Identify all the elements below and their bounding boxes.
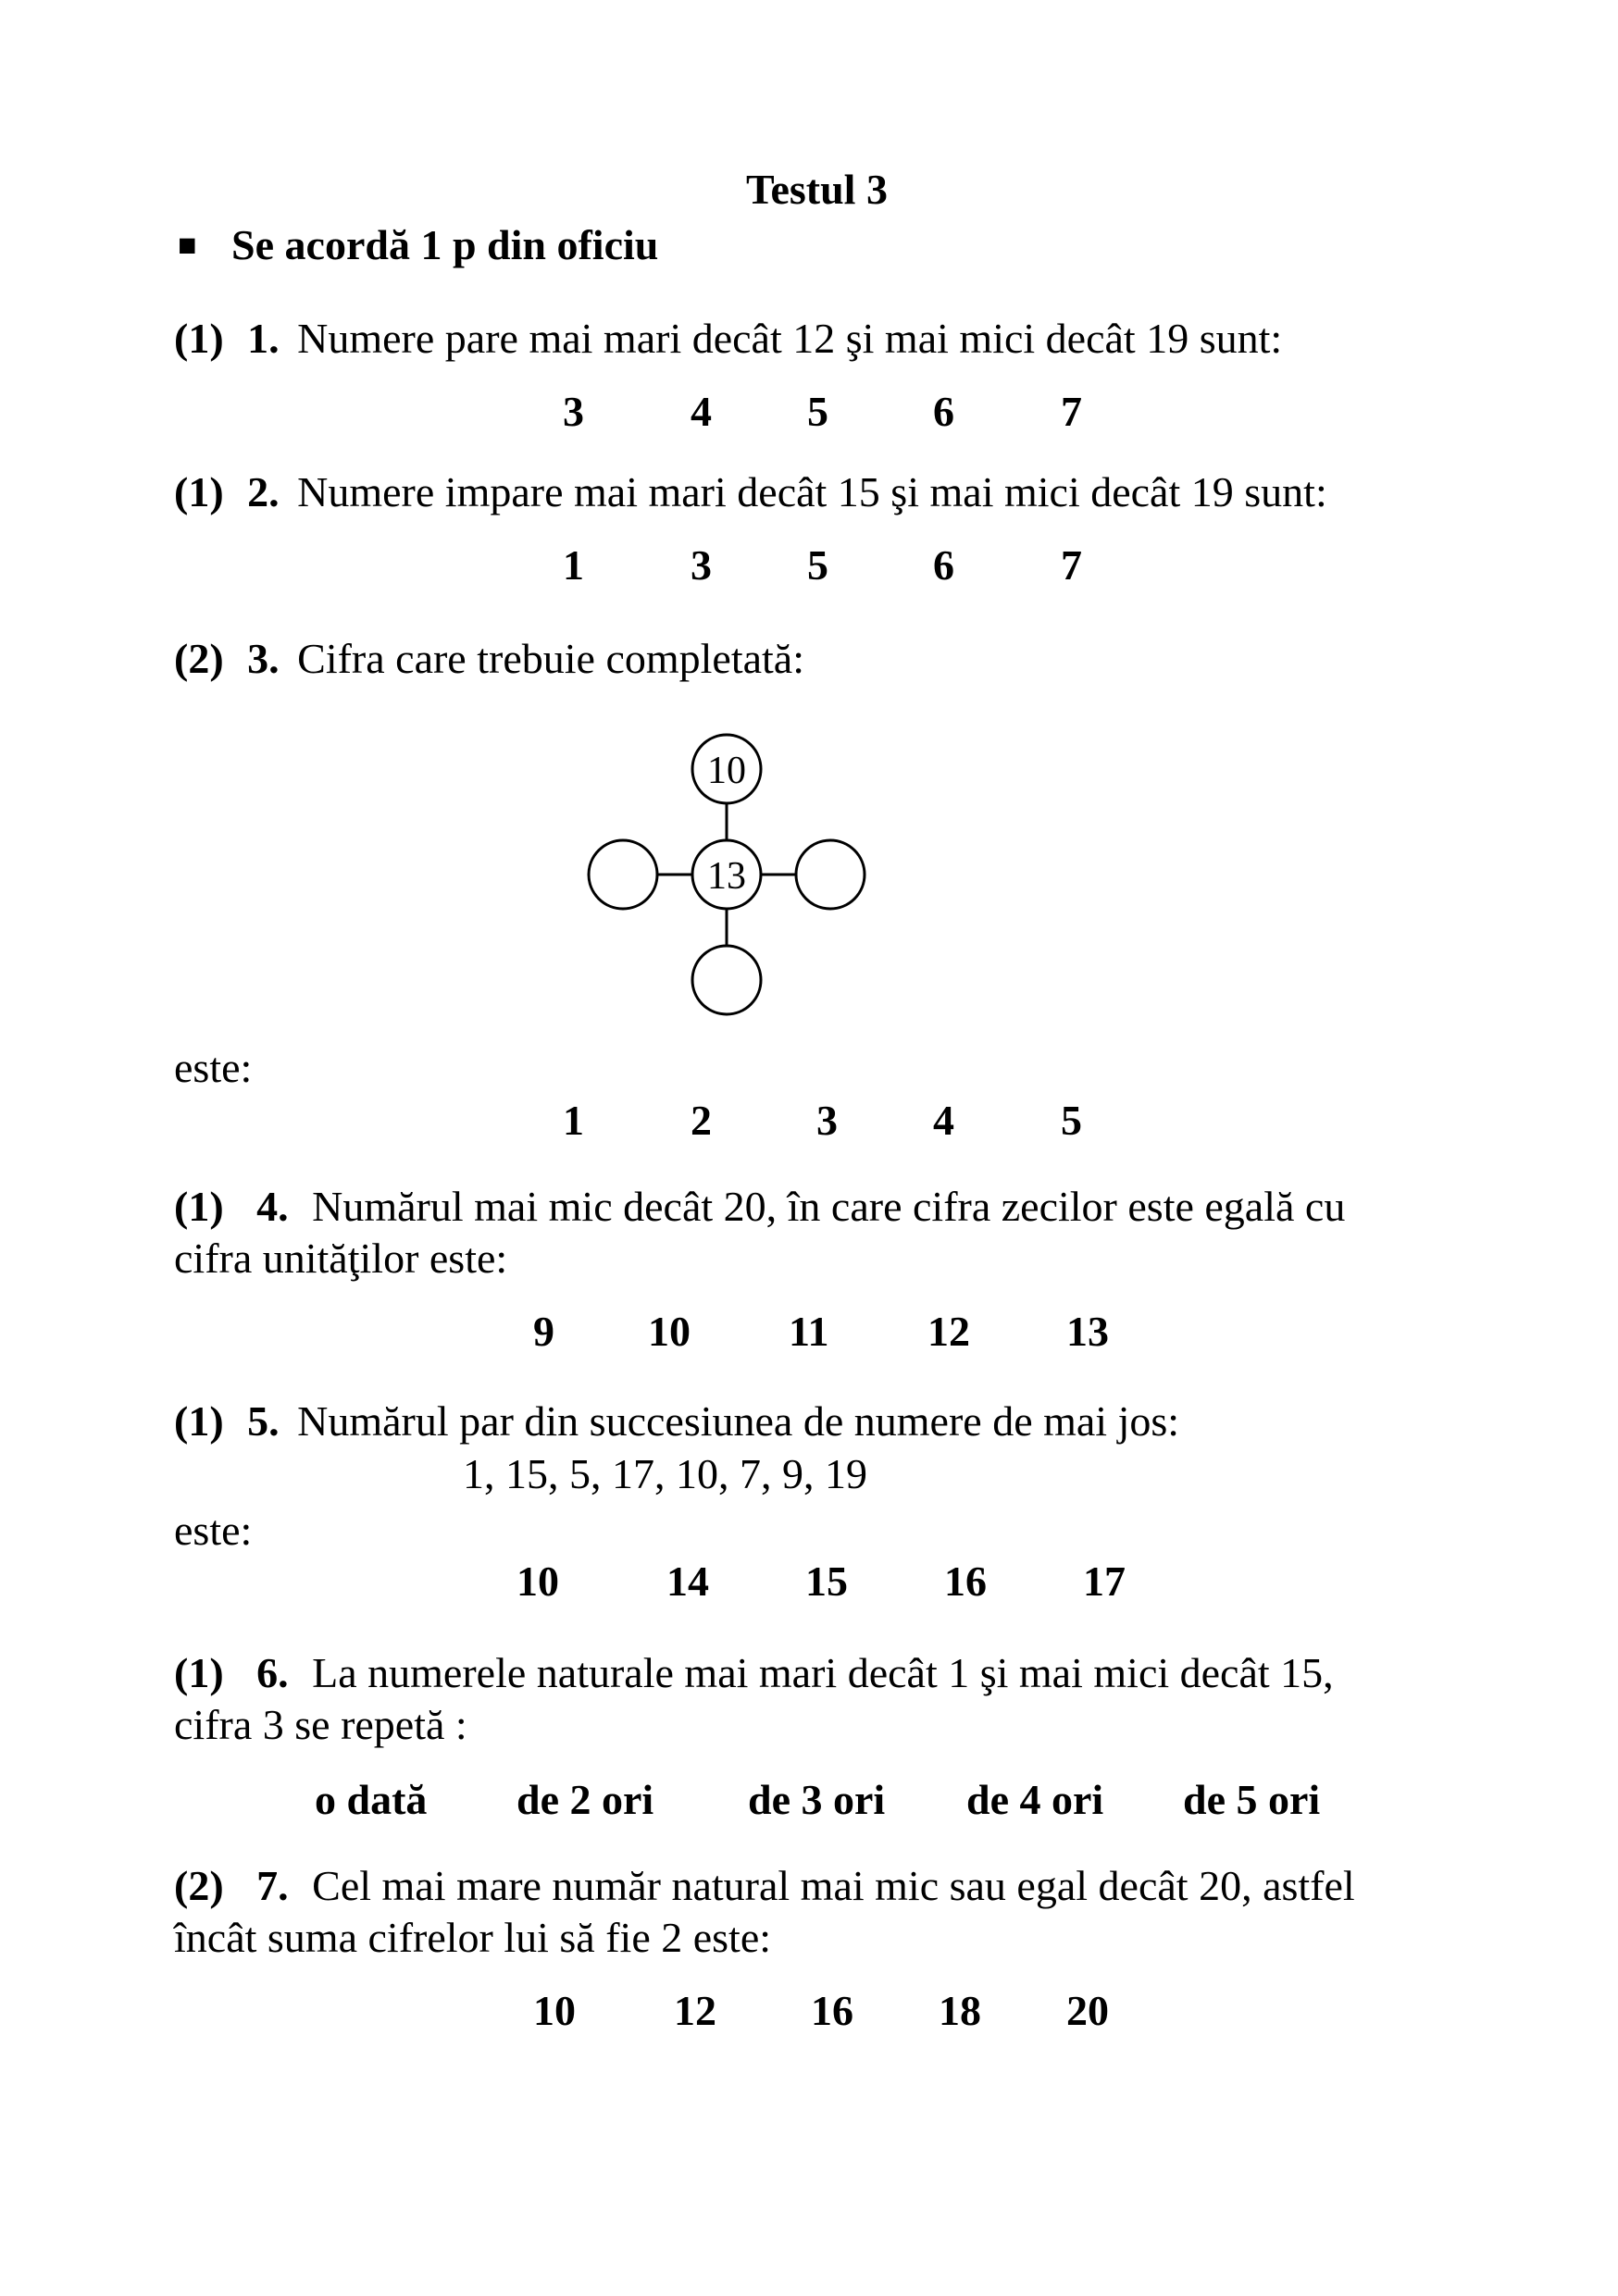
question-3-suffix: este:	[174, 1044, 253, 1091]
answer-option[interactable]: de 4 ori	[966, 1776, 1104, 1823]
right-circle[interactable]	[796, 840, 865, 909]
question-text: Numere pare mai mari decât 12 şi mai mici decât 19 sunt:	[297, 315, 1283, 362]
answer-option[interactable]: 7	[1061, 388, 1082, 435]
bullet-icon: ■	[178, 229, 197, 263]
answer-option[interactable]: o dată	[315, 1776, 428, 1823]
answer-option[interactable]: de 2 ori	[517, 1776, 654, 1823]
question-text: Cifra care trebuie completată:	[297, 635, 805, 682]
question-text: La numerele naturale mai mari decât 1 şi mai mici decât 15,	[312, 1649, 1334, 1696]
question-number: 5.	[247, 1397, 280, 1445]
number-cross-diagram	[583, 731, 879, 1027]
answer-option[interactable]: 9	[533, 1308, 554, 1355]
answer-option[interactable]: 6	[933, 388, 954, 435]
answer-option[interactable]: 18	[939, 1987, 981, 2034]
question-number: 6.	[256, 1649, 289, 1696]
answer-option[interactable]: 10	[648, 1308, 691, 1355]
answer-option[interactable]: 10	[517, 1558, 559, 1605]
question-number: 2.	[247, 468, 280, 515]
question-line-1	[174, 1181, 1345, 1233]
question-points: (2)	[174, 1862, 224, 1909]
question-5-suffix: este:	[174, 1507, 253, 1554]
answer-option[interactable]: 11	[789, 1308, 829, 1355]
question-6	[174, 1647, 1334, 1751]
question-line-1	[174, 1860, 1355, 1912]
intro-line	[178, 220, 658, 269]
answer-option[interactable]: 3	[691, 541, 712, 589]
answer-option[interactable]: 16	[944, 1558, 987, 1605]
question-1	[174, 313, 1282, 365]
top-circle-value: 10	[707, 750, 746, 792]
question-number: 4.	[256, 1183, 289, 1230]
question-3	[174, 633, 804, 685]
question-7	[174, 1860, 1355, 1964]
question-number: 3.	[247, 635, 280, 682]
answer-option[interactable]: 14	[666, 1558, 709, 1605]
question-text: Numărul par din succesiunea de numere de mai jos:	[297, 1397, 1180, 1445]
answer-option[interactable]: de 3 ori	[748, 1776, 886, 1823]
answer-option[interactable]: 20	[1066, 1987, 1109, 2034]
answer-option[interactable]: 3	[563, 388, 584, 435]
question-text: Numere impare mai mari decât 15 şi mai mici decât 19 sunt:	[297, 468, 1327, 515]
question-line-2: cifra 3 se repetă :	[174, 1701, 467, 1748]
question-points: (1)	[174, 1649, 224, 1696]
number-sequence: 1, 15, 5, 17, 10, 7, 9, 19	[463, 1450, 867, 1497]
question-number: 7.	[256, 1862, 289, 1909]
question-text: Cel mai mare număr natural mai mic sau egal decât 20, astfel	[312, 1862, 1355, 1909]
answer-option[interactable]: 4	[933, 1097, 954, 1144]
answer-option[interactable]: 15	[805, 1558, 848, 1605]
answer-option[interactable]: 16	[811, 1987, 853, 2034]
question-line-2: încât suma cifrelor lui să fie 2 este:	[174, 1914, 772, 1961]
answer-option[interactable]: 4	[691, 388, 712, 435]
answer-option[interactable]: 12	[674, 1987, 716, 2034]
left-circle[interactable]	[589, 840, 657, 909]
answer-option[interactable]: 10	[533, 1987, 576, 2034]
question-points: (1)	[174, 1397, 224, 1445]
answer-option[interactable]: 5	[807, 541, 828, 589]
center-circle-value: 13	[707, 855, 746, 898]
answer-option[interactable]: 5	[807, 388, 828, 435]
question-points: (1)	[174, 315, 224, 362]
answer-option[interactable]: 7	[1061, 541, 1082, 589]
answer-option[interactable]: 17	[1083, 1558, 1126, 1605]
answer-option[interactable]: 2	[691, 1097, 712, 1144]
answer-option[interactable]: 1	[563, 541, 584, 589]
intro-text: Se acordă 1 p din oficiu	[231, 221, 659, 268]
bottom-circle[interactable]	[692, 946, 761, 1014]
question-points: (1)	[174, 468, 224, 515]
question-5	[174, 1396, 1179, 1447]
question-line-2: cifra unităţilor este:	[174, 1235, 508, 1282]
page-title: Testul 3	[746, 166, 888, 213]
answer-option[interactable]: 6	[933, 541, 954, 589]
question-2	[174, 466, 1327, 518]
question-points: (1)	[174, 1183, 224, 1230]
answer-option[interactable]: de 5 ori	[1183, 1776, 1321, 1823]
answer-option[interactable]: 13	[1066, 1308, 1109, 1355]
question-line-1	[174, 1647, 1334, 1699]
question-4	[174, 1181, 1345, 1285]
answer-option[interactable]: 5	[1061, 1097, 1082, 1144]
answer-option[interactable]: 3	[816, 1097, 838, 1144]
answer-option[interactable]: 1	[563, 1097, 584, 1144]
answer-option[interactable]: 12	[927, 1308, 970, 1355]
question-text: Numărul mai mic decât 20, în care cifra zecilor este egală cu	[312, 1183, 1346, 1230]
question-points: (2)	[174, 635, 224, 682]
question-number: 1.	[247, 315, 280, 362]
